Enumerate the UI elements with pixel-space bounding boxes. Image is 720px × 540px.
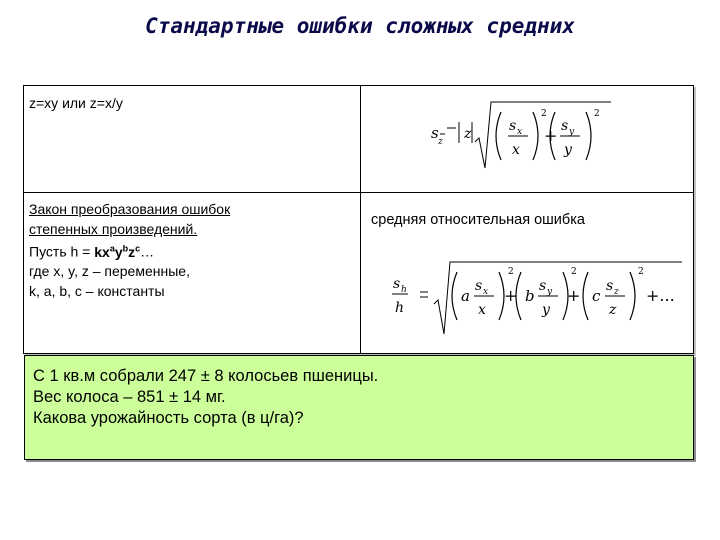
svg-text:x: x [483, 287, 489, 297]
problem-line-2: Вес колоса – 851 ± 14 мг. [33, 388, 226, 406]
svg-text:z: z [438, 137, 443, 147]
problem-line-3: Какова урожайность сорта (в ц/га)? [33, 409, 304, 427]
relative-error-formula [362, 256, 692, 338]
svg-text:s: s [393, 276, 401, 292]
svg-text:x: x [478, 302, 486, 318]
relative-error-label: средняя относительная ошибка [371, 212, 585, 228]
variables-line: где x, y, z – переменные, [29, 263, 190, 280]
slide-title: Стандартные ошибки сложных средних [145, 14, 575, 38]
svg-text:2: 2 [638, 267, 644, 277]
law-line-2: степенных произведений. [29, 220, 198, 237]
svg-text:y: y [542, 302, 550, 318]
svg-text:x: x [512, 142, 520, 158]
svg-text:b: b [525, 287, 535, 305]
svg-text:y: y [564, 142, 572, 158]
svg-text:x: x [517, 127, 523, 137]
svg-text:2: 2 [508, 267, 514, 277]
constants-line: k, a, b, c – константы [29, 282, 165, 299]
problem-box [24, 355, 694, 460]
svg-text:z: z [464, 126, 472, 142]
svg-text:+...: +... [646, 286, 675, 305]
svg-text:y: y [569, 127, 575, 137]
table-row-divider [24, 192, 693, 193]
svg-text:y: y [547, 287, 553, 297]
svg-text:2: 2 [571, 267, 577, 277]
standard-error-formula [405, 98, 615, 170]
svg-text:s: s [475, 278, 483, 294]
svg-text:s: s [431, 124, 439, 142]
svg-text:+: + [567, 286, 581, 305]
svg-text:2: 2 [594, 109, 600, 119]
svg-text:s: s [606, 278, 614, 294]
table-column-divider [360, 86, 361, 353]
problem-line-1: С 1 кв.м собрали 247 ± 8 колосьев пшеницы. [33, 367, 379, 385]
row1-left-text: z=xy или z=x/y [29, 95, 123, 111]
svg-text:s: s [561, 118, 569, 134]
svg-text:s: s [509, 118, 517, 134]
law-line-1: Закон преобразования ошибок [29, 201, 231, 217]
svg-text:s: s [539, 278, 547, 294]
svg-text:z: z [609, 302, 617, 318]
svg-text:+: + [504, 286, 518, 305]
svg-text:c: c [592, 287, 601, 305]
svg-text:h: h [395, 300, 405, 316]
h-definition: Пусть $h = kx^ay^bz^c\dots$ [29, 243, 155, 260]
row2-left-text [29, 200, 230, 301]
svg-text:h: h [401, 285, 407, 295]
svg-text:2: 2 [541, 109, 547, 119]
svg-text:a: a [461, 287, 470, 305]
svg-text:z: z [614, 287, 619, 297]
svg-text:+: + [544, 126, 558, 145]
